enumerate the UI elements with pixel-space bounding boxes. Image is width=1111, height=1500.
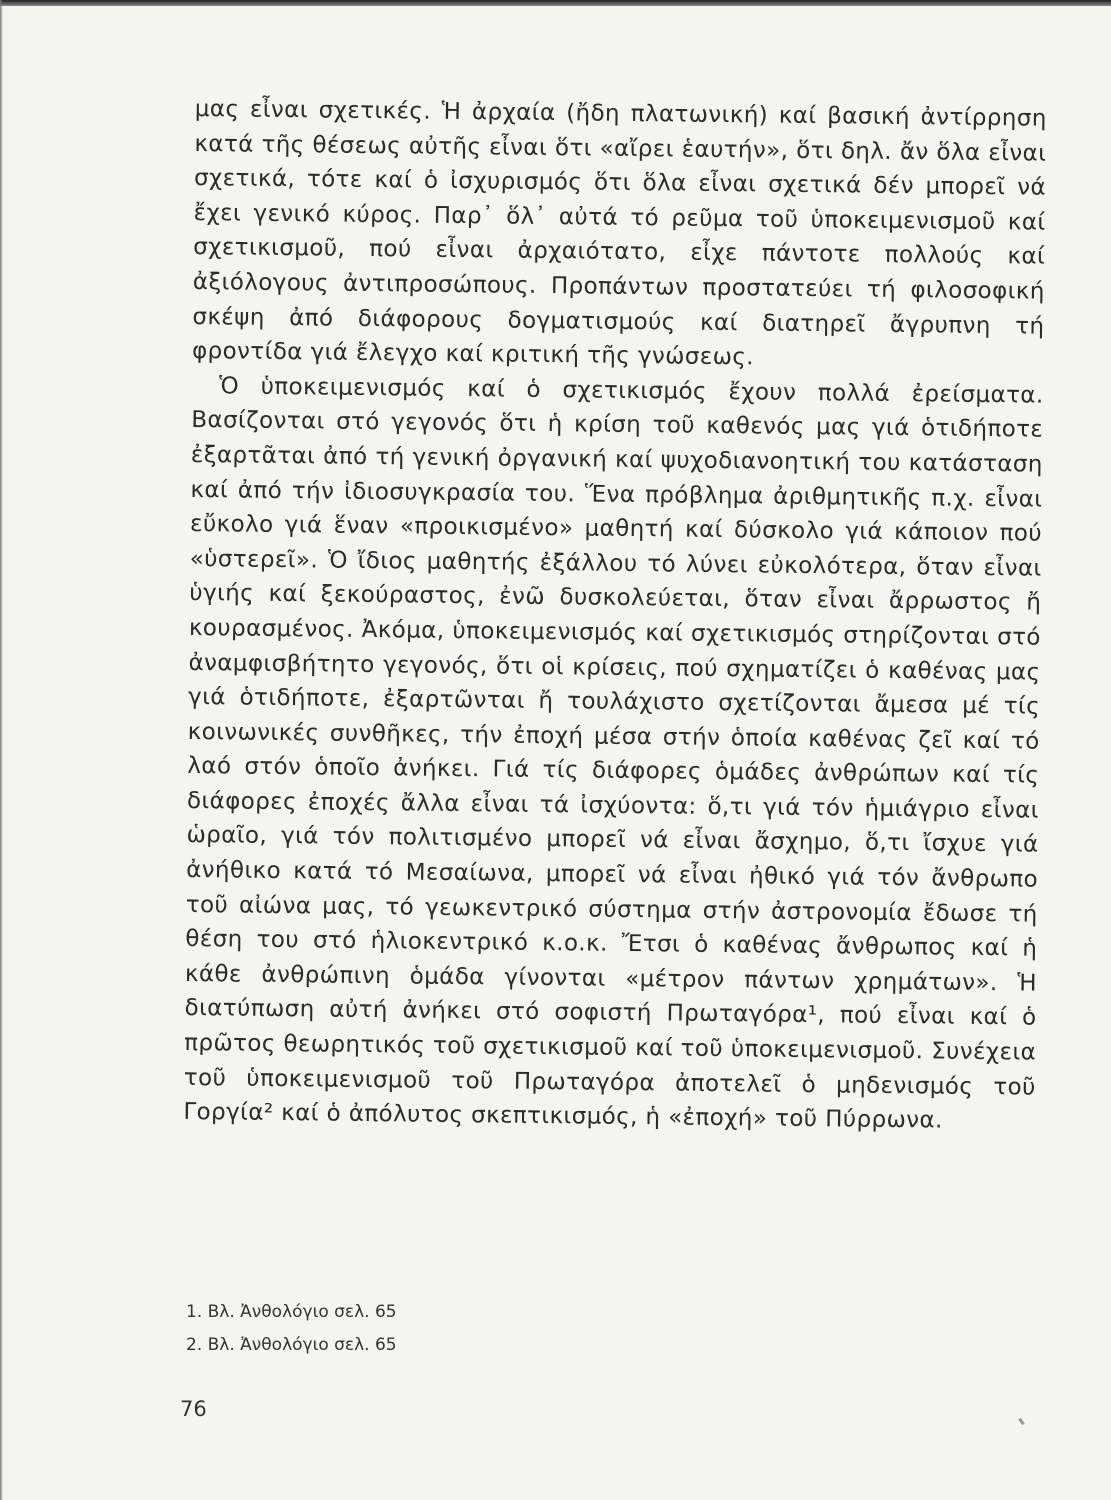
page-left-edge [0, 0, 3, 1500]
page-number: 76 [180, 1397, 207, 1421]
paragraph-2: Ὁ ὑποκειμενισμός καί ὁ σχετικισμός ἔχουν πολλά ἐρείσματα. Βασίζονται στό γεγονός ὅτι ἡ κρίση τοῦ καθενός μας γιά ὁτιδήποτε ἐξαρτᾶται ἀπό τή γενική ὀργανική καί ψυχοδιανοητική του κατάσταση καί ἀπό τήν ἰδιοσυγκρασία του. Ἕνα πρόβλημα ἀριθμητικῆς π.χ. εἶναι εὔκολο γιά ἕναν «προικισμένο» μαθητή καί δύσκολο γιά κάποιον πού «ὑστερεῖ». Ὁ ἴδιος μαθητής ἐξάλλου τό λύνει εὐκολότερα, ὅταν εἶναι ὑγιής καί ξεκούραστος, ἐνῶ δυσκολεύεται, ὅταν εἶναι ἄρρωστος ἤ κουρασμένος. Ἀκόμα, ὑποκειμενισμός καί σχετικισμός στηρίζονται στό ἀναμφισβήτητο γεγονός, ὅτι οἱ κρίσεις, πού σχηματίζει ὁ καθένας μας γιά ὁτιδήποτε, ἐξαρτῶνται ἤ τουλάχιστο σχετίζονται ἄμεσα μέ τίς κοινωνικές συνθῆκες, τήν ἐποχή μέσα στήν ὁποία καθένας ζεῖ καί τό λαό στόν ὁποῖο ἀνήκει. Γιά τίς διάφορες ὁμάδες ἀνθρώπων καί τίς διάφορες ἐποχές ἄλλα εἶναι τά ἰσχύοντα: ὅ,τι γιά τόν ἡμιάγριο εἶναι ὡραῖο, γιά τόν πολιτισμένο μπορεῖ νά εἶναι ἄσχημο, ὅ,τι ἴσχυε γιά ἀνήθικο κατά τό Μεσαίωνα, μπορεῖ νά εἶναι ἠθικό γιά τόν ἄνθρωπο τοῦ αἰώνα μας, τό γεωκεντρικό σύστημα στήν ἀστρονομία ἔδωσε τή θέση του στό ἡλιοκεντρικό κ.ο.κ. Ἔτσι ὁ καθένας ἄνθρωπος καί ἡ κάθε ἀνθρώπινη ὁμάδα γίνονται «μέτρον πάντων χρημάτων». Ἡ διατύπωση αὐτή ἀνήκει στό σοφιστή Πρωταγόρα¹, πού εἶναι καί ὁ πρῶτος θεωρητικός τοῦ σχετικισμοῦ καί τοῦ ὑποκειμενισμοῦ. Συνέχεια τοῦ ὑποκειμενισμοῦ τοῦ Πρωταγόρα ἀποτελεῖ ὁ μηδενισμός τοῦ Γοργία² καί ὁ ἀπόλυτος σκεπτικισμός, ἡ «ἐποχή» τοῦ Πύρρωνα. [183, 373, 1044, 1134]
footnote-2: 2. Βλ. Ἀνθολόγιο σελ. 65 [186, 1335, 397, 1355]
body-text [183, 92, 1047, 1139]
paragraph-1: μας εἶναι σχετικές. Ἡ ἀρχαία (ἤδη πλατωνική) καί βασική ἀντίρρηση κατά τῆς θέσεως αὐτῆς εἶναι ὅτι «αἴρει ἑαυτήν», ὅτι δηλ. ἄν ὅλα εἶναι σχετικά, τότε καί ὁ ἰσχυρισμός ὅτι ὅλα εἶναι σχετικά δέν μπορεῖ νά ἔχει γενικό κύρος. Παρ᾿ ὅλ᾿ αὐτά τό ρεῦμα τοῦ ὑποκειμενισμοῦ καί σχετικισμοῦ, πού εἶναι ἀρχαιότατο, εἶχε πάντοτε πολλούς καί ἀξιόλογους ἀντιπροσώπους. Προπάντων προστατεύει τή φιλοσοφική σκέψη ἀπό διάφορους δογματισμούς καί διατηρεῖ ἄγρυπνη τή φροντίδα γιά ἔλεγχο καί κριτική τῆς γνώσεως. [191, 95, 1047, 371]
scan-speck [1018, 1418, 1024, 1425]
footnote-1: 1. Βλ. Ἀνθολόγιο σελ. 65 [186, 1302, 397, 1322]
page-top-edge [0, 0, 1111, 6]
footnotes [186, 1296, 397, 1362]
